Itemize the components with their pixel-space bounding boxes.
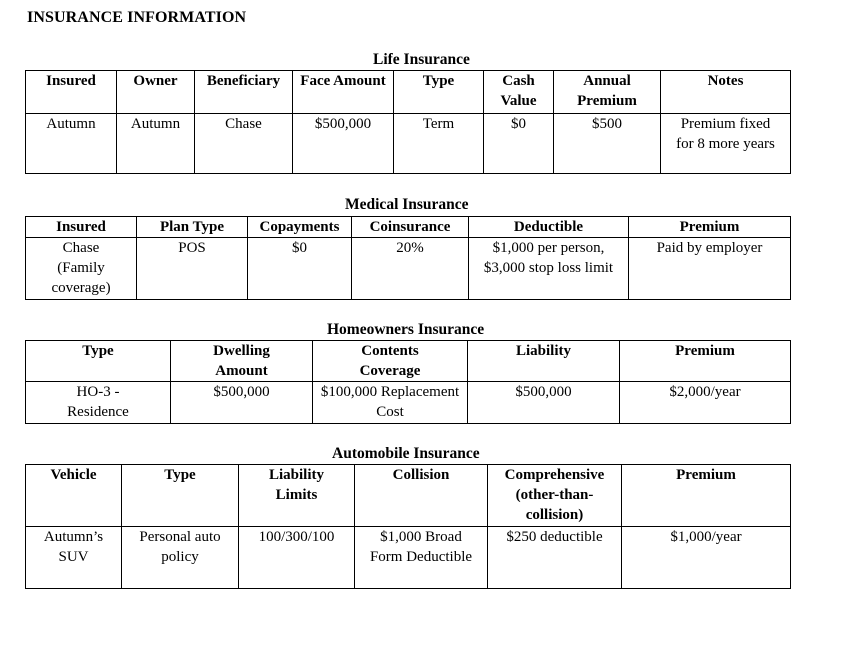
medical-cell-coinsurance: 20% xyxy=(352,238,469,300)
table-row xyxy=(26,527,791,589)
life-cell-owner: Autumn xyxy=(117,114,195,174)
table-row xyxy=(26,238,791,300)
table-row xyxy=(26,382,791,424)
life-header-beneficiary: Beneficiary xyxy=(195,71,293,114)
medical-insurance-title: Medical Insurance xyxy=(345,196,469,213)
life-header-owner: Owner xyxy=(117,71,195,114)
life-insurance-table xyxy=(25,70,791,174)
medical-cell-insured: Chase (Family coverage) xyxy=(26,238,137,300)
life-cell-type: Term xyxy=(394,114,484,174)
homeowners-insurance-table xyxy=(25,340,791,424)
home-header-premium: Premium xyxy=(620,341,791,382)
home-cell-premium: $2,000/year xyxy=(620,382,791,424)
life-cell-insured: Autumn xyxy=(26,114,117,174)
auto-header-type: Type xyxy=(122,465,239,527)
automobile-insurance-title: Automobile Insurance xyxy=(332,445,480,462)
auto-header-premium: Premium xyxy=(622,465,791,527)
medical-header-coinsurance: Coinsurance xyxy=(352,217,469,238)
medical-cell-plan-type: POS xyxy=(137,238,248,300)
table-row xyxy=(26,114,791,174)
life-insurance-title: Life Insurance xyxy=(373,51,470,68)
auto-cell-liability-limits: 100/300/100 xyxy=(239,527,355,589)
life-header-face-amount: Face Amount xyxy=(293,71,394,114)
medical-cell-deductible: $1,000 per person, $3,000 stop loss limit xyxy=(469,238,629,300)
home-header-contents-coverage: Contents Coverage xyxy=(313,341,468,382)
auto-cell-vehicle: Autumn’s SUV xyxy=(26,527,122,589)
home-cell-contents-coverage: $100,000 Replacement Cost xyxy=(313,382,468,424)
life-cell-beneficiary: Chase xyxy=(195,114,293,174)
home-cell-dwelling-amount: $500,000 xyxy=(171,382,313,424)
auto-cell-premium: $1,000/year xyxy=(622,527,791,589)
medical-header-plan-type: Plan Type xyxy=(137,217,248,238)
auto-cell-type: Personal auto policy xyxy=(122,527,239,589)
life-header-type: Type xyxy=(394,71,484,114)
home-cell-liability: $500,000 xyxy=(468,382,620,424)
life-header-insured: Insured xyxy=(26,71,117,114)
medical-cell-copayments: $0 xyxy=(248,238,352,300)
auto-cell-collision: $1,000 Broad Form Deductible xyxy=(355,527,488,589)
auto-cell-comprehensive: $250 deductible xyxy=(488,527,622,589)
medical-insurance-table xyxy=(25,216,791,300)
life-header-cash-value: Cash Value xyxy=(484,71,554,114)
home-header-liability: Liability xyxy=(468,341,620,382)
home-header-dwelling-amount: Dwelling Amount xyxy=(171,341,313,382)
auto-header-collision: Collision xyxy=(355,465,488,527)
auto-header-comprehensive: Comprehensive (other-than-collision) xyxy=(488,465,622,527)
medical-header-deductible: Deductible xyxy=(469,217,629,238)
page-title: INSURANCE INFORMATION xyxy=(27,9,247,26)
life-header-annual-premium: Annual Premium xyxy=(554,71,661,114)
home-cell-type: HO-3 - Residence xyxy=(26,382,171,424)
home-header-type: Type xyxy=(26,341,171,382)
auto-header-liability-limits: Liability Limits xyxy=(239,465,355,527)
automobile-insurance-table xyxy=(25,464,791,589)
medical-cell-premium: Paid by employer xyxy=(629,238,791,300)
life-cell-face-amount: $500,000 xyxy=(293,114,394,174)
auto-header-vehicle: Vehicle xyxy=(26,465,122,527)
medical-header-copayments: Copayments xyxy=(248,217,352,238)
medical-header-insured: Insured xyxy=(26,217,137,238)
life-cell-cash-value: $0 xyxy=(484,114,554,174)
medical-header-premium: Premium xyxy=(629,217,791,238)
life-header-notes: Notes xyxy=(661,71,791,114)
homeowners-insurance-title: Homeowners Insurance xyxy=(327,321,485,338)
life-cell-annual-premium: $500 xyxy=(554,114,661,174)
life-cell-notes: Premium fixed for 8 more years xyxy=(661,114,791,174)
